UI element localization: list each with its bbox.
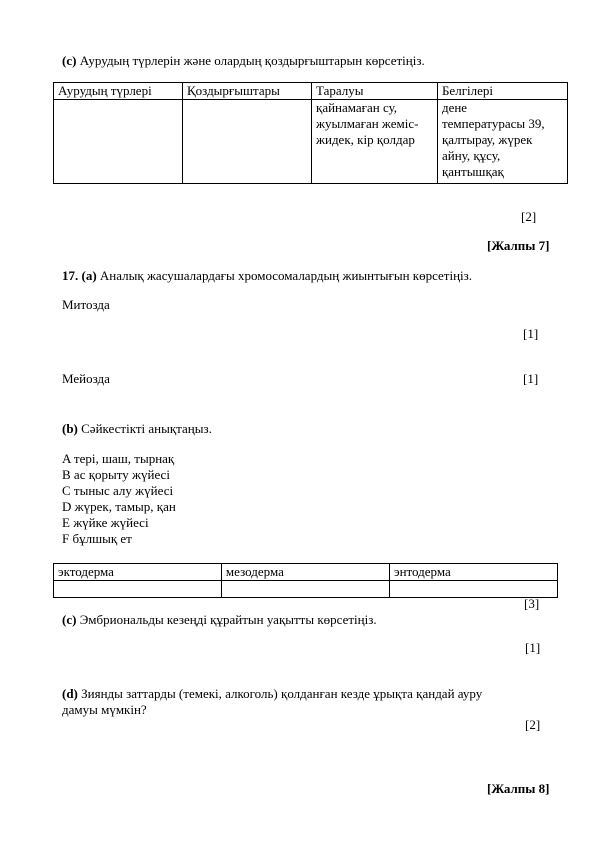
mark-mitosis: [1] — [523, 326, 539, 341]
header-mesoderm: мезодерма — [221, 564, 389, 581]
list-item: C тыныс алу жүйесі — [62, 483, 174, 498]
symptom-line: қантышқақ — [441, 164, 504, 179]
cell-disease-types — [54, 100, 183, 184]
total-8: [Жалпы 8] — [487, 781, 550, 796]
list-item: B ас қорыту жүйесі — [62, 467, 170, 482]
cell-endoderm — [389, 581, 557, 598]
question-17d-text-line1: Зиянды заттарды (темекі, алкоголь) қолданған кезде ұрықта қандай ауру — [77, 686, 483, 701]
diseases-table — [53, 82, 568, 184]
symptom-line: дене — [441, 100, 468, 115]
header-ectoderm: эктодерма — [54, 564, 222, 581]
question-17c-text: Эмбриональды кезеңді құрайтын уақытты көрсетіңіз. — [76, 612, 377, 627]
germ-layers-table — [53, 563, 558, 598]
list-item: A тері, шаш, тырнақ — [62, 451, 175, 466]
mitosis-label: Митозда — [62, 297, 110, 312]
table-header-row — [54, 83, 568, 100]
mark-16c: [2] — [521, 209, 537, 224]
table-row — [54, 581, 558, 598]
symptom-line: айну, құсу, — [441, 148, 501, 163]
spread-line: қайнамаған су, — [316, 100, 398, 115]
mark-17d: [2] — [525, 717, 541, 732]
list-item: D жүрек, тамыр, қан — [62, 499, 176, 514]
question-16c-text: Аурудың түрлерін және олардың қоздырғыштарын көрсетіңіз. — [76, 53, 425, 68]
question-17a-text: Аналық жасушалардағы хромосомалардың жиынтығын көрсетіңіз. — [96, 268, 473, 283]
table-row — [54, 100, 568, 184]
spread-line: жидек, кір қолдар — [316, 132, 415, 147]
cell-pathogens — [183, 100, 312, 184]
cell-ectoderm — [54, 581, 222, 598]
question-17d-heading — [62, 686, 482, 702]
question-17b-heading — [62, 421, 212, 437]
question-17c-label: (c) — [62, 612, 77, 627]
question-17-number: 17. — [62, 268, 79, 283]
spread-line: жуылмаған жеміс- — [316, 116, 419, 131]
header-disease-types: Аурудың түрлері — [54, 83, 183, 100]
header-endoderm: энтодерма — [389, 564, 557, 581]
meiosis-label: Мейозда — [62, 371, 110, 386]
question-17a-heading — [62, 268, 472, 284]
table-header-row — [54, 564, 558, 581]
cell-spread — [312, 100, 438, 184]
cell-mesoderm — [221, 581, 389, 598]
mark-17b: [3] — [524, 596, 540, 611]
header-pathogens: Қоздырғыштары — [183, 83, 312, 100]
header-spread: Таралуы — [312, 83, 438, 100]
question-17a-label: (a) — [81, 268, 97, 283]
question-16c-label: (c) — [62, 53, 77, 68]
header-symptoms: Белгілері — [437, 83, 567, 100]
cell-symptoms — [437, 100, 567, 184]
question-17b-text: Сәйкестікті анықтаңыз. — [77, 421, 212, 436]
question-16c-heading — [62, 53, 425, 69]
question-17c-heading — [62, 612, 377, 628]
list-item: F бұлшық ет — [62, 531, 132, 546]
total-7: [Жалпы 7] — [487, 238, 550, 253]
question-17b-label: (b) — [62, 421, 78, 436]
mark-meiosis: [1] — [523, 371, 539, 386]
question-17d-text-line2: дамуы мүмкін? — [62, 702, 147, 717]
question-17d-label: (d) — [62, 686, 78, 701]
mark-17c: [1] — [525, 640, 541, 655]
symptom-line: температурасы 39, — [441, 116, 545, 131]
list-item: E жүйке жүйесі — [62, 515, 149, 530]
symptom-line: қалтырау, жүрек — [441, 132, 533, 147]
